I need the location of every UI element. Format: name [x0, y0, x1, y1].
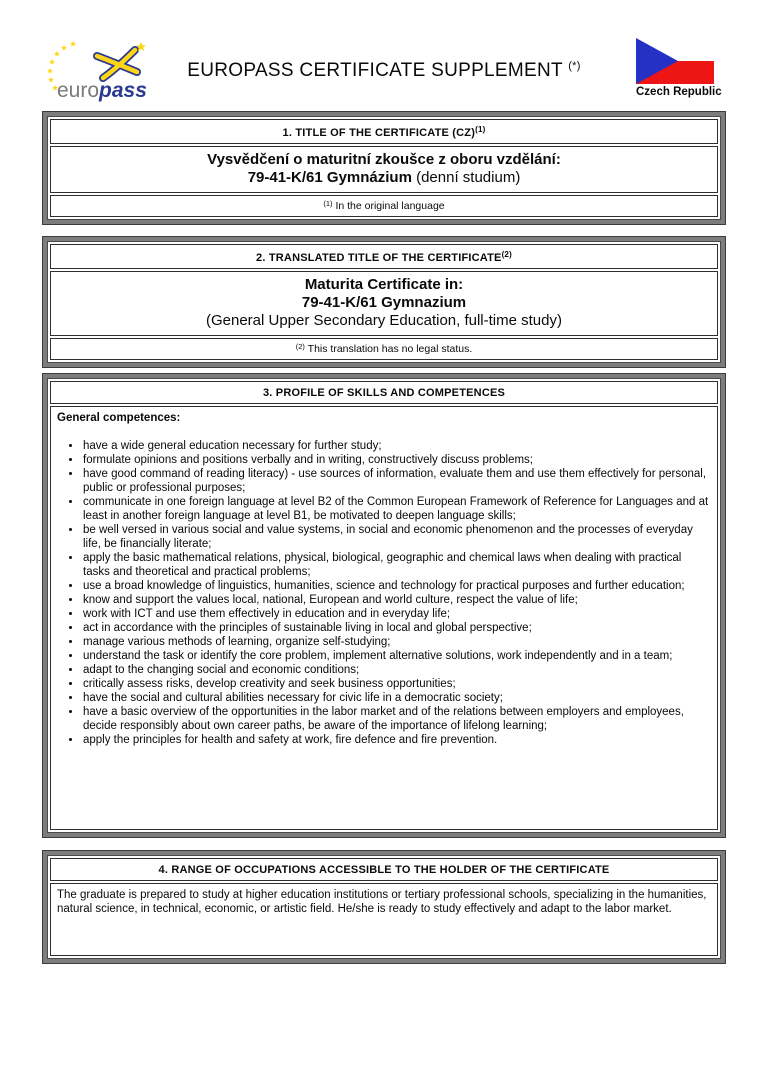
competence-item: • communicate in one foreign language at level B2 of the Common European Framework of Reference for Languages and at least in another foreign language at level B1, be motivated to deepen language skills; [82, 495, 709, 523]
section-4-heading-text: 4. RANGE OF OCCUPATIONS ACCESSIBLE TO THE HOLDER OF THE CERTIFICATE [158, 864, 610, 876]
competence-item: • have a wide general education necessary for further study; [82, 439, 709, 453]
competence-list [57, 439, 709, 747]
section-1-title-of-certificate [43, 112, 725, 224]
certificate-title-english-line1: Maturita Certificate in: [304, 276, 464, 293]
sections-container [43, 112, 725, 963]
section-1-content [50, 146, 718, 193]
competence-item: • be well versed in various social and value systems, in social and economic phenomenon and the processes of everyday life, be financially literate; [82, 523, 709, 551]
certificate-title-czech-line2 [57, 169, 711, 187]
section-2-heading [50, 244, 718, 269]
competence-item: • have a basic overview of the opportunities in the labor market and of the relations between employers and employees, decide responsibly about own career paths, be aware of the importance of lifelong learning; [82, 705, 709, 733]
certificate-code-czech: 79-41-K/61 Gymnázium [247, 169, 412, 186]
czech-flag-icon [636, 38, 714, 84]
section-3-heading-text: 3. PROFILE OF SKILLS AND COMPETENCES [262, 387, 506, 399]
section-3-content [50, 406, 718, 830]
logo-text-euro: euro [57, 79, 100, 102]
competence-item: • have good command of reading literacy) - use sources of information, evaluate them and use them effectively for personal, public or professional purposes; [82, 467, 709, 495]
section-1-heading [50, 119, 718, 144]
section-gap [43, 837, 725, 851]
certificate-code-english: 79-41-K/61 Gymnazium [301, 294, 467, 311]
section-1-footnote-text: In the original language [335, 200, 445, 212]
competence-item: • act in accordance with the principles of sustainable living in local and global perspective; [82, 621, 709, 635]
competence-item: • formulate opinions and positions verbally and in writing, constructively discuss problems; [82, 453, 709, 467]
competence-item: • understand the task or identify the core problem, implement alternative solutions, work independently and in a team; [82, 649, 709, 663]
certificate-study-form-czech: (denní studium) [416, 169, 521, 186]
competence-item: • work with ICT and use them effectively in education and in everyday life; [82, 607, 709, 621]
section-gap [43, 367, 725, 374]
section-1-footnote [50, 195, 718, 217]
section-2-footnote-superscript: (2) [295, 342, 305, 351]
competence-item: • use a broad knowledge of linguistics, humanities, science and technology for practical purposes and further education; [82, 579, 709, 593]
section-2-heading-text: 2. TRANSLATED TITLE OF THE CERTIFICATE [256, 252, 502, 264]
competence-item: • manage various methods of learning, organize self-studying; [82, 635, 709, 649]
logo-text-pass: pass [99, 79, 147, 102]
section-3-heading [50, 381, 718, 404]
general-competences-label: General competences: [57, 412, 181, 424]
document-title-text: EUROPASS CERTIFICATE SUPPLEMENT [187, 60, 563, 81]
section-1-footnote-superscript: (1) [323, 199, 333, 208]
section-1-heading-text: 1. TITLE OF THE CERTIFICATE (CZ) [282, 127, 476, 139]
section-2-heading-superscript: (2) [501, 250, 512, 259]
document-header [0, 38, 768, 110]
competence-item: • apply the basic mathematical relations, physical, biological, geographic and chemical laws when dealing with practical tasks and theoretical and practical problems; [82, 551, 709, 579]
section-gap [43, 224, 725, 237]
europass-wordmark [57, 79, 147, 103]
section-2-footnote-text: This translation has no legal status. [307, 343, 473, 355]
section-1-heading-superscript: (1) [475, 125, 486, 134]
competence-item: • critically assess risks, develop creativity and seek business opportunities; [82, 677, 709, 691]
country-name: Czech Republic [636, 86, 722, 98]
certificate-title-czech-line1: Vysvědčení o maturitní zkoušce z oboru vzdělání: [207, 151, 561, 168]
document-title-superscript: (*) [568, 60, 581, 72]
section-3-profile-of-skills [43, 374, 725, 837]
section-2-content [50, 271, 718, 336]
section-4-range-of-occupations [43, 851, 725, 963]
occupations-text: The graduate is prepared to study at higher education institutions or tertiary professional schools, specializing in the humanities, natural science, in technical, economic, or artistic field. He/she is ready to study effectively and adapt to the labor market. [57, 889, 707, 915]
country-block [636, 38, 722, 98]
section-2-translated-title [43, 237, 725, 367]
certificate-title-english-line3: (General Upper Secondary Education, full-time study) [205, 312, 562, 329]
competence-item: • have the social and cultural abilities necessary for civic life in a democratic society; [82, 691, 709, 705]
competence-item: • apply the principles for health and safety at work, fire defence and fire prevention. [82, 733, 709, 747]
section-4-content [50, 883, 718, 956]
section-2-footnote [50, 338, 718, 360]
competence-item: • know and support the values local, national, European and world culture, respect the value of life; [82, 593, 709, 607]
competence-item: • adapt to the changing social and economic conditions; [82, 663, 709, 677]
section-4-heading [50, 858, 718, 881]
